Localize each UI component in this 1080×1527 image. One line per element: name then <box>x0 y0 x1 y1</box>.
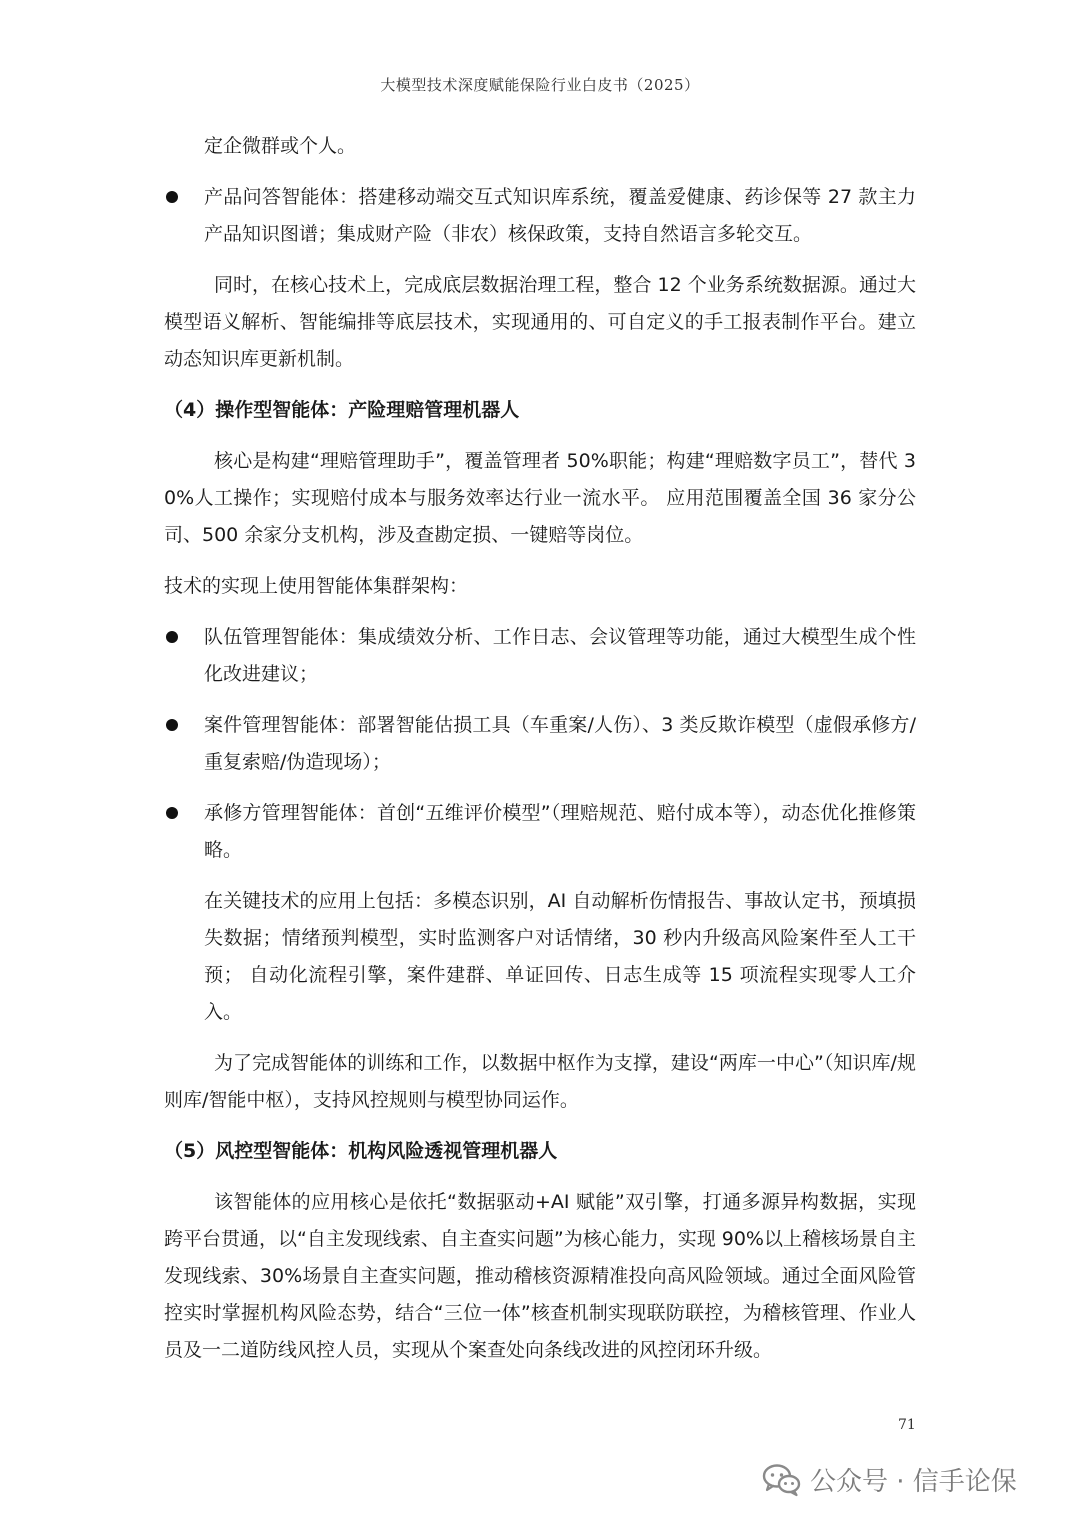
paragraph-data-hub: 为了完成智能体的训练和工作，以数据中枢作为支撑，建设“两库一中心”（知识库/规则库/智能中枢），支持风控规则与模型协同运作。 <box>164 1052 916 1111</box>
bullet-item-repairer-management <box>164 795 916 869</box>
paragraph-core-tech: 同时，在核心技术上，完成底层数据治理工程，整合 12 个业务系统数据源。通过大模型语义解析、智能编排等底层技术，实现通用的、可自定义的手工报表制作平台。建立动态知识库更新机制。 <box>164 274 916 370</box>
bullet-text: 产品问答智能体：搭建移动端交互式知识库系统，覆盖爱健康、药诊保等 27 款主力产品知识图谱；集成财产险（非农）核保政策，支持自然语言多轮交互。 <box>204 186 916 245</box>
page-header: 大模型技术深度赋能保险行业白皮书（2025） <box>380 76 700 94</box>
bullet-item-team-management <box>164 619 916 693</box>
continued-line: 定企微群或个人。 <box>204 135 357 157</box>
bullet-text: 案件管理智能体：部署智能估损工具（车重案/人伤）、3 类反欺诈模型（虚假承修方/重复索赔/伪造现场）； <box>204 714 916 773</box>
bullet-dot-icon <box>166 807 178 819</box>
section-heading-4: （4）操作型智能体：产险理赔管理机器人 <box>164 399 520 421</box>
paragraph-risk-control: 该智能体的应用核心是依托“数据驱动+AI 赋能”双引擎，打通多源异构数据，实现跨平台贯通，以“自主发现线索、自主查实问题”为核心能力，实现 90%以上稽核场景自主发现线索、30%场景自主查实问题，推动稽核资源精准投向高风险领域。通过全面风险管控实时掌握机构风险态势，结合“三位一体”核查机制实现联防联控，为稽核管理、作业人员及一二道防线风控人员，实现从个案查处向条线改进的风控闭环升级。 <box>164 1191 916 1361</box>
page-number: 71 <box>898 1417 916 1433</box>
section-heading-5: （5）风控型智能体：机构风险透视管理机器人 <box>164 1140 558 1162</box>
paragraph-claims-core: 核心是构建“理赔管理助手”，覆盖管理者 50%职能；构建“理赔数字员工”，替代 30%人工操作；实现赔付成本与服务效率达行业一流水平。 应用范围覆盖全国 36 家分公司、500 余家分支机构，涉及查勘定损、一键赔等岗位。 <box>164 450 916 546</box>
paragraph-cluster-intro: 技术的实现上使用智能体集群架构： <box>164 575 469 597</box>
bullet-text: 承修方管理智能体：首创“五维评价模型”（理赔规范、赔付成本等），动态优化推修策略。 <box>204 802 916 861</box>
bullet-dot-icon <box>166 631 178 643</box>
bullet-item-product-qa <box>164 179 916 253</box>
watermark-text: 公众号 · 信手论保 <box>810 1467 1017 1497</box>
paragraph-key-tech: 在关键技术的应用上包括：多模态识别，AI 自动解析伤情报告、事故认定书，预填损失数据；情绪预判模型，实时监测客户对话情绪，30 秒内升级高风险案件至人工干预； 自动化流程引擎，案件建群、单证回传、日志生成等 15 项流程实现零人工介入。 <box>204 890 916 1023</box>
wechat-icon <box>762 1463 802 1497</box>
document-body <box>164 128 916 1369</box>
bullet-item-case-management <box>164 707 916 781</box>
bullet-text: 队伍管理智能体：集成绩效分析、工作日志、会议管理等功能，通过大模型生成个性化改进建议； <box>204 626 916 685</box>
watermark <box>762 1461 1017 1498</box>
bullet-dot-icon <box>166 719 178 731</box>
bullet-dot-icon <box>166 191 178 203</box>
